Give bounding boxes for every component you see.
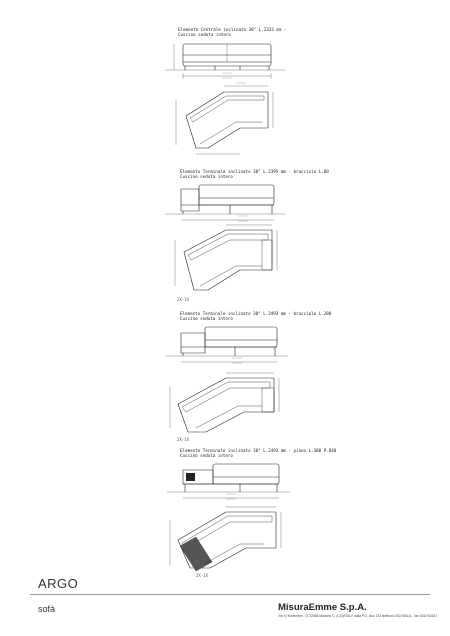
table-top-hatch [186,473,195,481]
product-type: sofà [38,604,56,614]
section-4-plan [170,507,281,571]
section-1-plan [176,86,273,154]
section-3-plan [170,373,279,432]
section-3-subtitle: Cuscino seduta intero [180,316,233,322]
section-1-title: Elemento Centrale inclinato 30° L.2333 mm - [178,27,287,32]
section-1-subtitle: Cuscino seduta intero [178,32,231,38]
section-2-title: Elemento Terminale inclinato 30° L.2395 mm - bracciolo L.80 [180,169,329,174]
section-4-subtitle: Cuscino seduta intero [180,453,233,459]
company-name: MisuraEmme S.p.A. [278,602,367,613]
product-name: ARGO [38,576,79,591]
company-address: Via IV Novembre, 72 22066 Mariano C. (CO)/ITALY Italia P.O. Box 133 telefono 031/754111 - fax 031/744437 [278,614,438,618]
section-1-elevation [165,44,285,79]
section-4-elevation [167,464,290,498]
section-2-code: 2X-1X [177,297,190,302]
section-2-plan [175,225,277,290]
footer-divider [30,594,430,595]
section-3-elevation [165,327,288,362]
section-3-code: 2X-1X [177,437,190,442]
section-3-title: Elemento Terminale inclinato 30° L.2493 mm - bracciolo L.280 [180,311,332,316]
section-4-title: Elemento Terminale inclinato 30° L.2493 mm - piano L.380 P.840 [180,448,337,453]
section-2-subtitle: Cuscino seduta intero [180,174,233,180]
section-2-elevation [165,185,285,220]
side-table-hatch [180,537,212,571]
section-4-code: 2X-1X [196,573,209,578]
